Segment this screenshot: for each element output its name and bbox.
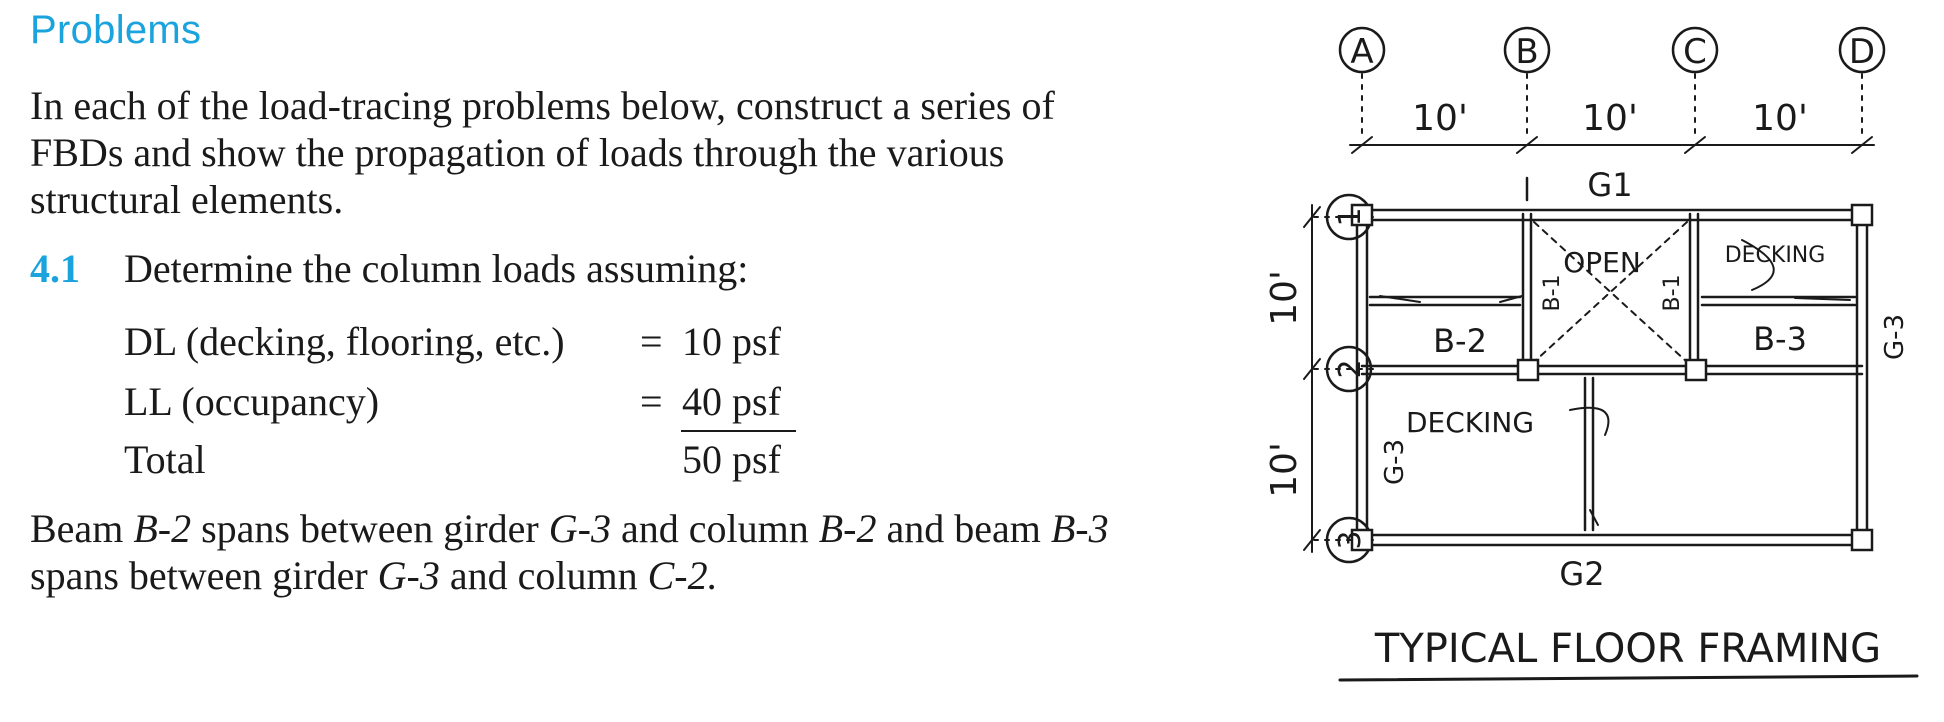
para-text: and beam (876, 506, 1051, 551)
problem-number: 4.1 (30, 246, 80, 291)
dim-label-cd: 10' (1752, 98, 1808, 139)
girder-label-g1: G1 (1587, 166, 1633, 204)
column-d1 (1852, 205, 1872, 225)
grid-label-c: C (1683, 32, 1707, 72)
para-ref: B-2 (133, 506, 192, 551)
dim-label-23: 10' (1264, 442, 1305, 498)
grid-label-b: B (1515, 32, 1539, 72)
beam-label-b1-left: B-1 (1540, 274, 1565, 312)
load-value-ll: 40 psf (682, 379, 781, 424)
load-label-dl: DL (decking, flooring, etc.) (124, 319, 565, 364)
decking-label-top: DECKING (1724, 243, 1826, 268)
para-ref: G-3 (548, 506, 611, 551)
load-label-ll: LL (occupancy) (124, 379, 380, 424)
intro-paragraph: In each of the load-tracing problems below, construct a series of FBDs and show the propagation of loads through the various structural elements. (30, 83, 1055, 222)
para-text: Beam (30, 506, 134, 551)
column-d3 (1852, 530, 1872, 550)
dim-label-bc: 10' (1582, 98, 1638, 139)
girder-label-g3-right: G-3 (1880, 313, 1910, 361)
dim-label-12: 10' (1264, 270, 1305, 326)
decking-label-bottom: DECKING (1405, 406, 1535, 439)
grid-label-d: D (1848, 32, 1876, 72)
para-ref: B-2 (818, 506, 877, 551)
load-value-total: 50 psf (682, 437, 781, 482)
para-ref: G-3 (377, 553, 440, 598)
para-text: spans between girder (191, 506, 549, 551)
load-label-total: Total (124, 437, 206, 482)
title-underline (1340, 676, 1917, 680)
load-value-dl: 10 psf (682, 319, 781, 364)
grid-label-1: 1 (1333, 207, 1368, 227)
grid-label-3: 3 (1333, 530, 1368, 550)
beam-label-b1-right: B-1 (1660, 274, 1685, 312)
equals-sign-ll: = (640, 379, 663, 424)
open-label: OPEN (1563, 246, 1641, 279)
problem-statement: Determine the column loads assuming: (124, 246, 749, 291)
girder-label-g3-left: G-3 (1380, 438, 1410, 486)
para-ref: C-2. (647, 553, 718, 598)
grid-label-a: A (1350, 32, 1374, 72)
para-text: and column (439, 553, 648, 598)
column-b2 (1518, 360, 1538, 380)
para-ref: B-3 (1050, 506, 1109, 551)
dim-label-ab: 10' (1412, 98, 1468, 139)
figure-title: TYPICAL FLOOR FRAMING (1374, 626, 1882, 672)
beam-label-b2: B-2 (1433, 322, 1487, 360)
para-text: and column (610, 506, 819, 551)
grid-label-2: 2 (1333, 359, 1368, 379)
equals-sign-dl: = (640, 319, 663, 364)
para-text: spans between girder (30, 553, 378, 598)
column-c2 (1686, 360, 1706, 380)
girder-label-g2: G2 (1559, 555, 1605, 593)
beam-label-b3: B-3 (1753, 320, 1807, 358)
section-heading: Problems (30, 8, 202, 52)
